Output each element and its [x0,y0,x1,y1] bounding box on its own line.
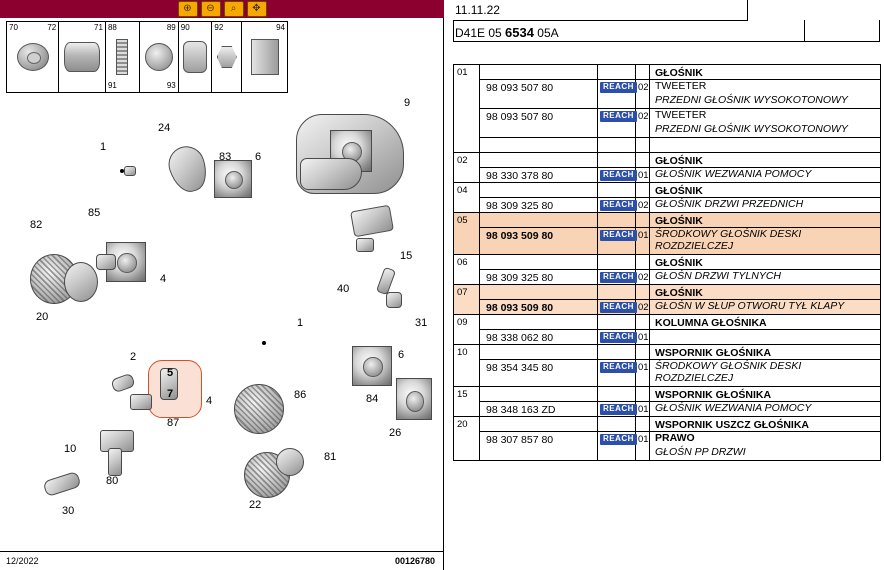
spacer-cell [480,138,598,153]
badge-cell [598,402,636,417]
table-row[interactable] [454,345,881,360]
badge-cell [598,183,636,198]
part-number-cell [480,65,598,80]
row-index-cell [454,345,480,387]
description-cell [650,65,881,80]
callout-4-lower: 4 [206,395,213,407]
legend-cell[interactable] [140,22,179,92]
part-number-cell [480,330,598,345]
part-number: 98 309 325 80 [486,200,554,212]
callout-24: 24 [158,122,171,134]
legend-number: 92 [214,23,224,32]
callout-point [262,341,266,345]
description-line [650,330,880,332]
row-index: 15 [457,389,468,400]
badge-cell [598,198,636,213]
table-row[interactable] [454,198,881,213]
description-cell [650,228,881,255]
reach-badge: REACH [600,272,637,283]
footer-divider [0,551,444,552]
callout-5: 5 [167,367,174,379]
quantity: 02 [638,302,649,313]
row-index: 09 [457,317,468,328]
badge-cell [598,270,636,285]
description-line: TWEETER [655,109,707,121]
spacer-cell [636,138,650,153]
badge-cell [598,168,636,183]
qty-cell [636,432,650,461]
row-index: 10 [457,347,468,358]
description-cell [650,285,881,300]
description-line: ŚRODKOWY GŁOŚNIK DESKI ROZDZIELCZEJ [655,228,802,252]
table-row-highlighted[interactable] [454,285,881,300]
badge-cell [598,255,636,270]
callout-1-middle: 1 [297,317,304,329]
description-title: GŁOŚNIK [655,257,703,269]
row-index-cell [454,65,480,153]
reach-badge: REACH [600,404,637,415]
legend-number: 71 [94,23,103,32]
callout-81: 81 [324,451,337,463]
legend-number: 91 [107,81,117,90]
part-thumbnail-icon [116,39,128,75]
callout-87: 87 [167,417,180,429]
qty-cell [636,402,650,417]
quantity: 02 [638,111,649,122]
quantity: 02 [638,200,649,211]
parts-list-header [445,0,884,42]
qty-cell [636,183,650,198]
reach-badge: REACH [600,230,637,241]
callout-6-lower: 6 [398,349,405,361]
description-title: WSPORNIK GŁOŚNIKA [655,389,772,401]
badge-cell [598,387,636,402]
callout-82: 82 [30,219,43,231]
description-title: GŁOŚNIK [655,215,703,227]
table-row[interactable] [454,387,881,402]
parts-table[interactable] [453,64,881,461]
description-title: GŁOŚNIK [655,67,703,79]
reach-badge: REACH [600,111,637,122]
spacer-cell [598,138,636,153]
qty-cell [636,330,650,345]
part-shape [386,292,402,308]
badge-cell [598,432,636,461]
row-index-cell [454,387,480,417]
description-title: WSPORNIK USZCZ GŁOŚNIKA [655,419,809,431]
part-number: 98 093 507 80 [486,82,554,94]
table-row[interactable] [454,183,881,198]
legend-number: 90 [180,23,190,32]
part-shape [96,254,116,270]
callout-86: 86 [294,389,307,401]
description-line: GŁOŚNIK WEZWANIA POMOCY [655,402,812,414]
callout-1-upper: 1 [100,141,107,153]
header-vline-4 [804,20,805,42]
description-cell [650,432,881,461]
table-row-spacer [454,138,881,153]
callout-7: 7 [167,388,174,400]
table-row[interactable] [454,65,881,80]
description-cell [650,213,881,228]
qty-cell [636,198,650,213]
callout-40: 40 [337,283,350,295]
part-number-cell [480,255,598,270]
description-line: GŁOŚNIK WEZWANIA POMOCY [655,168,812,180]
description-line-2: PRZEDNI GŁOŚNIK WYSOKOTONOWY [655,123,848,135]
spacer-cell [650,138,881,153]
row-index-cell [454,183,480,213]
legend-cell[interactable] [7,22,59,92]
part-shape [124,166,136,176]
qty-cell [636,80,650,109]
table-row[interactable] [454,80,881,109]
qty-cell [636,228,650,255]
description-cell [650,300,881,315]
table-row[interactable] [454,360,881,387]
quantity: 01 [638,332,649,343]
description-cell [650,255,881,270]
row-index-cell [454,315,480,345]
qty-cell [636,168,650,183]
description-line: GŁOŚN DRZWI TYLNYCH [655,270,782,282]
part-shape [110,373,135,394]
table-row[interactable] [454,402,881,417]
parts-list-pane [445,0,884,570]
parts-legend-strip [6,21,288,93]
table-row[interactable] [454,417,881,432]
part-number-cell [480,80,598,109]
part-number-cell [480,360,598,387]
part-number: 98 348 163 ZD [486,404,556,416]
badge-cell [598,345,636,360]
row-index: 05 [457,215,468,226]
callout-31: 31 [415,317,428,329]
quantity: 02 [638,272,649,283]
part-number: 98 307 857 80 [486,434,554,446]
callout-10: 10 [64,443,77,455]
legend-number: 72 [47,23,57,32]
table-row[interactable] [454,270,881,285]
part-number-cell [480,183,598,198]
header-vline-1 [747,0,748,21]
badge-cell [598,153,636,168]
callout-9: 9 [404,97,411,109]
part-number-cell [480,345,598,360]
callout-6: 6 [255,151,262,163]
callout-83: 83 [219,151,232,163]
description-line: ŚRODKOWY GŁOŚNIK DESKI ROZDZIELCZEJ [655,360,802,384]
reach-badge: REACH [600,170,637,181]
part-thumbnail-icon [145,43,173,71]
part-shape [350,205,394,238]
callout-2: 2 [130,351,137,363]
header-ref-code: 6534 [505,25,534,40]
table-row[interactable] [454,330,881,345]
part-shape [164,142,212,197]
part-thumbnail-icon [217,46,237,68]
badge-cell [598,109,636,138]
part-number: 98 309 325 80 [486,272,554,284]
part-shape [64,262,98,302]
part-number-cell [480,387,598,402]
header-ref-suffix: 05A [533,26,559,40]
part-number-cell [480,109,598,138]
legend-cell[interactable] [59,22,106,92]
part-number-cell [480,153,598,168]
zoom-in-icon[interactable]: ⊕ [178,1,198,17]
part-number-cell [480,168,598,183]
description-cell [650,80,881,109]
qty-cell [636,300,650,315]
badge-cell [598,80,636,109]
pan-icon[interactable]: ✥ [247,1,267,17]
description-line-2: GŁOŚN PP DRZWI [655,446,746,458]
callout-84: 84 [366,393,379,405]
diagram-toolbar [0,0,444,18]
row-index: 01 [457,67,468,78]
badge-cell [598,315,636,330]
description-cell [650,183,881,198]
callout-80: 80 [106,475,119,487]
part-number: 98 338 062 80 [486,332,554,344]
callout-20: 20 [36,311,49,323]
header-divider [453,20,747,21]
table-row-highlighted[interactable] [454,213,881,228]
row-index-cell [454,417,480,461]
quantity: 01 [638,434,649,445]
description-title: GŁOŚNIK [655,155,703,167]
table-row-highlighted[interactable] [454,300,881,315]
row-index: 04 [457,185,468,196]
qty-cell [636,109,650,138]
badge-cell [598,300,636,315]
row-index-cell [454,213,480,255]
legend-cell[interactable] [179,22,213,92]
description-cell [650,198,881,213]
legend-number: 93 [166,81,176,90]
part-thumbnail-icon [183,41,207,73]
header-date: 11.11.22 [455,3,500,17]
row-index-cell [454,255,480,285]
part-number: 98 093 507 80 [486,111,554,123]
table-row[interactable] [454,168,881,183]
part-number: 98 354 345 80 [486,362,554,374]
row-index: 06 [457,257,468,268]
table-row[interactable] [454,432,881,461]
part-thumbnail-icon [64,42,100,72]
part-number-cell [480,315,598,330]
part-number-cell [480,198,598,213]
qty-cell [636,270,650,285]
qty-cell [636,360,650,387]
part-shape [42,471,81,497]
part-number: 98 093 509 80 [486,230,554,242]
legend-number: 89 [166,23,176,32]
legend-cell[interactable] [106,22,140,92]
callout-85: 85 [88,207,101,219]
part-number: 98 330 378 80 [486,170,554,182]
badge-cell [598,228,636,255]
description-cell [650,387,881,402]
part-shape [396,378,432,420]
part-number-cell [480,270,598,285]
part-number-cell [480,228,598,255]
qty-cell [636,417,650,432]
qty-cell [636,153,650,168]
description-line: TWEETER [655,80,707,92]
badge-cell [598,213,636,228]
part-shape [376,267,396,296]
reach-badge: REACH [600,434,637,445]
description-line: GŁOŚN W SŁUP OTWORU TYŁ KLAPY [655,300,845,312]
badge-cell [598,285,636,300]
callout-26: 26 [389,427,402,439]
header-vline-3 [879,20,880,42]
table-row[interactable] [454,315,881,330]
qty-cell [636,345,650,360]
callout-4-upper: 4 [160,273,167,285]
table-row-highlighted[interactable] [454,228,881,255]
part-thumbnail-icon [251,39,279,75]
quantity: 01 [638,170,649,181]
part-number-cell [480,285,598,300]
header-ref-prefix: D41E 05 [455,26,506,40]
description-cell [650,109,881,138]
legend-cell[interactable] [212,22,242,92]
quantity: 01 [638,362,649,373]
callout-30: 30 [62,505,75,517]
badge-cell [598,330,636,345]
row-index: 20 [457,419,468,430]
part-shape [300,158,362,190]
reach-badge: REACH [600,200,637,211]
callout-15: 15 [400,250,413,262]
legend-number: 70 [9,23,18,32]
description-title: KOLUMNA GŁOŚNIKA [655,317,767,329]
description-cell [650,330,881,345]
part-number-cell [480,417,598,432]
quantity: 02 [638,82,649,93]
legend-number: 88 [107,23,117,32]
qty-cell [636,213,650,228]
table-row[interactable] [454,255,881,270]
part-shape [276,448,304,476]
part-shape [352,346,392,386]
part-number-cell [480,432,598,461]
description-title: GŁOŚNIK [655,287,703,299]
description-line-2: PRZEDNI GŁOŚNIK WYSOKOTONOWY [655,94,848,106]
table-row[interactable] [454,109,881,138]
callout-22: 22 [249,499,262,511]
description-line: PRAWO [655,432,695,444]
part-shape [234,384,284,434]
row-index: 02 [457,155,468,166]
row-index-cell [454,285,480,315]
quantity: 01 [638,230,649,241]
row-index: 07 [457,287,468,298]
part-thumbnail-icon [17,43,49,71]
description-cell [650,270,881,285]
badge-cell [598,360,636,387]
description-cell [650,153,881,168]
part-number-cell [480,213,598,228]
part-number-cell [480,402,598,417]
reach-badge: REACH [600,332,637,343]
part-shape [130,394,152,410]
zoom-out-icon[interactable]: ⊖ [201,1,221,17]
description-title: WSPORNIK GŁOŚNIKA [655,347,772,359]
badge-cell [598,417,636,432]
description-title: GŁOŚNIK [655,185,703,197]
table-row[interactable] [454,153,881,168]
badge-cell [598,65,636,80]
part-number: 98 093 509 80 [486,302,554,314]
qty-cell [636,65,650,80]
part-number-cell [480,300,598,315]
quantity: 01 [638,404,649,415]
footer-date: 12/2022 [6,556,39,566]
description-cell [650,345,881,360]
row-index-cell [454,153,480,183]
zoom-fit-icon[interactable]: ⌕ [224,1,244,17]
description-cell [650,417,881,432]
footer-doc-number: 00126780 [394,556,435,566]
qty-cell [636,285,650,300]
header-bottom-rule [453,41,880,42]
description-cell [650,315,881,330]
header-reference [455,25,559,40]
part-shape [108,448,122,476]
reach-badge: REACH [600,302,637,313]
reach-badge: REACH [600,82,637,93]
legend-number: 94 [276,23,286,32]
qty-cell [636,387,650,402]
description-cell [650,402,881,417]
qty-cell [636,255,650,270]
part-shape [356,238,374,252]
description-cell [650,168,881,183]
header-vline-2 [453,20,454,42]
part-shape [214,160,252,198]
qty-cell [636,315,650,330]
description-cell [650,360,881,387]
exploded-diagram[interactable] [0,96,444,548]
legend-cell[interactable] [242,22,287,92]
reach-badge: REACH [600,362,637,373]
description-line: GŁOŚNIK DRZWI PRZEDNICH [655,198,804,210]
